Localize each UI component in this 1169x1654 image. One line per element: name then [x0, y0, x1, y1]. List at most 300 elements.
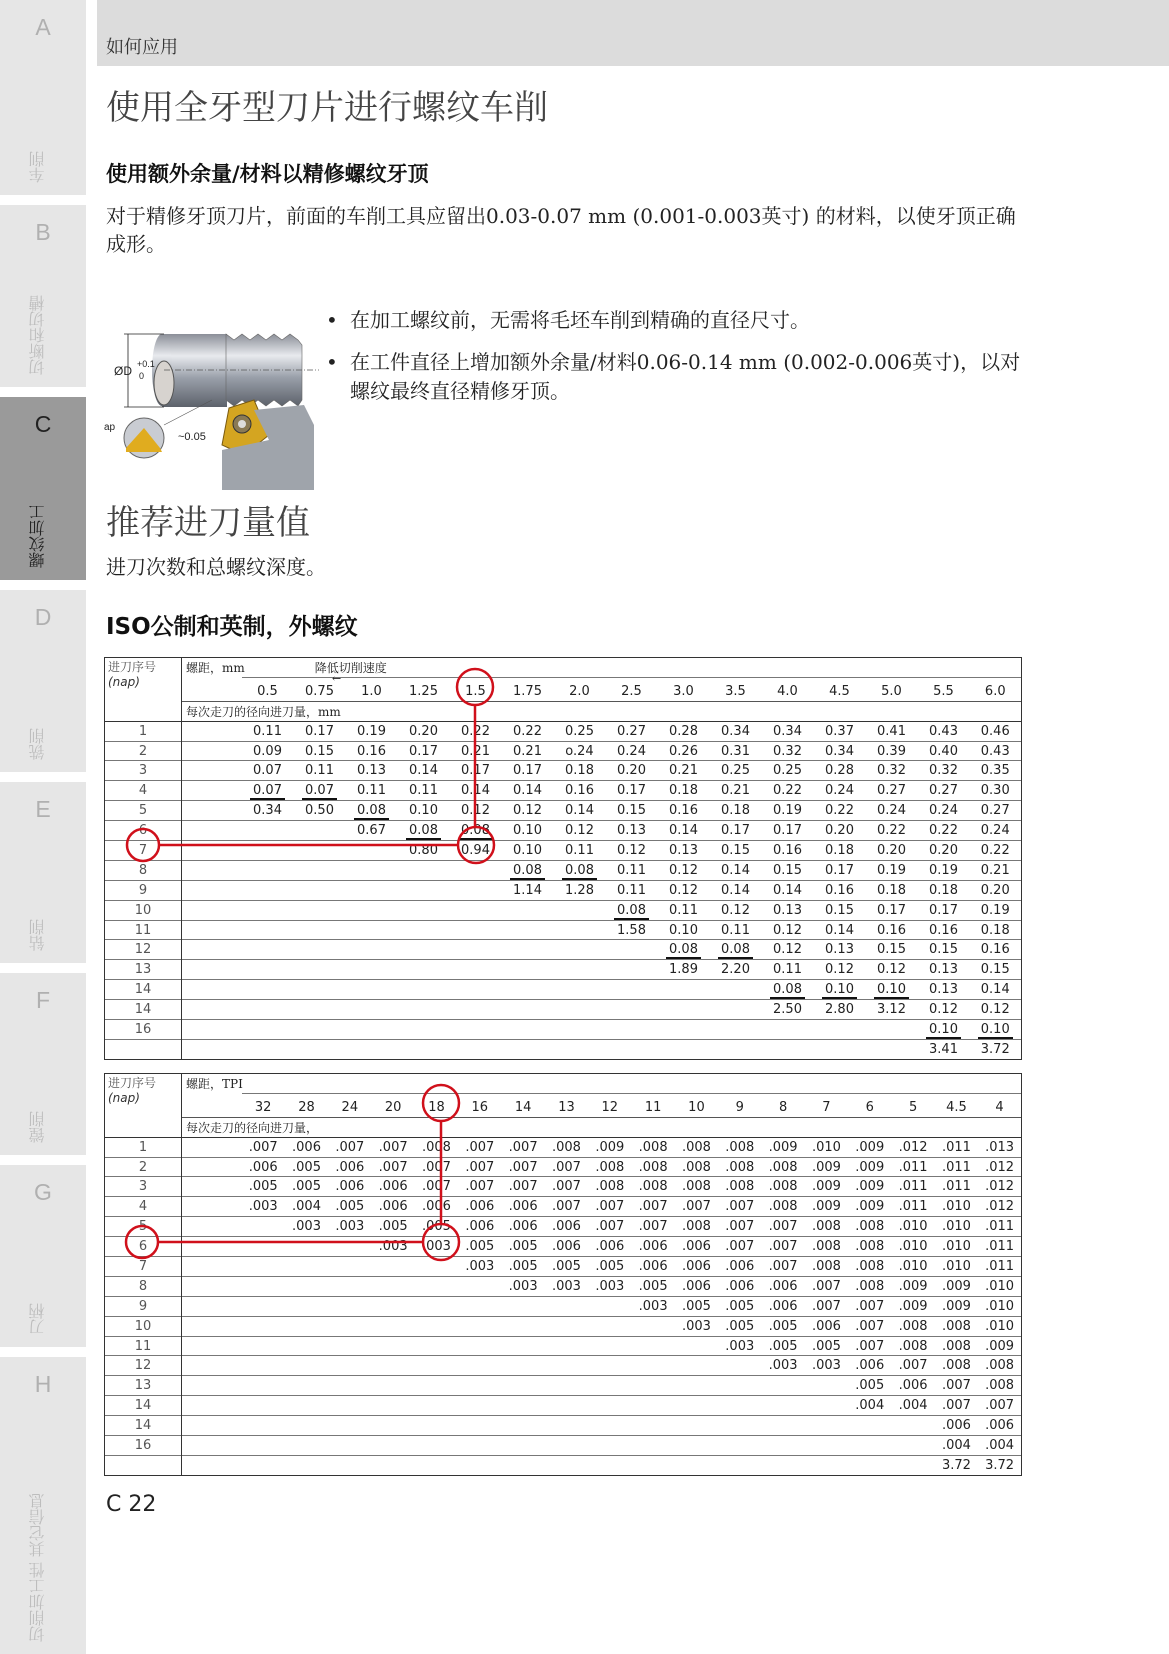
spacer-cell [182, 900, 242, 920]
feed-value-cell [718, 1197, 761, 1217]
feed-value-cell [658, 900, 710, 920]
sidebar-section-f[interactable] [0, 973, 86, 1155]
feed-value: .009 [811, 1159, 841, 1175]
sidebar-section-d[interactable] [0, 590, 86, 772]
feed-value-cell [554, 920, 606, 940]
pass-number: 6 [105, 821, 182, 841]
feed-value: .007 [725, 1219, 755, 1235]
feed-value: 2.50 [773, 1002, 802, 1018]
feed-value-cell [658, 1039, 710, 1059]
feed-value: 0.18 [721, 803, 750, 819]
feed-value-cell [328, 1396, 371, 1416]
feed-value: 0.24 [929, 803, 958, 819]
feed-value: 0.14 [721, 882, 750, 898]
feed-value-cell [866, 1039, 918, 1059]
pass-number: 7 [105, 1257, 182, 1277]
sidebar-letter: F [35, 987, 51, 1013]
pass-number: 3 [105, 761, 182, 781]
feed-value: .009 [941, 1298, 971, 1314]
feed-value-cell [415, 1356, 458, 1376]
pass-number: 8 [105, 1276, 182, 1296]
pitch-header-1.25: 1.25 [398, 677, 450, 701]
table-row [105, 1316, 1022, 1336]
feed-value-cell [918, 860, 970, 880]
feed-value: .011 [985, 1239, 1015, 1255]
pitch-header-32: 32 [242, 1093, 285, 1117]
feed-value-cell [450, 841, 502, 861]
feed-value-cell [631, 1137, 674, 1157]
feed-value: .011 [941, 1179, 971, 1195]
pitch-header-10: 10 [675, 1093, 718, 1117]
feed-value: 0.14 [409, 763, 438, 779]
page-title: 使用全牙型刀片进行螺纹车削 [106, 88, 548, 128]
feed-value-cell [502, 841, 554, 861]
feed-value-cell [891, 1356, 934, 1376]
feed-value: 2.20 [721, 962, 750, 978]
feed-value-cell [450, 880, 502, 900]
feed-value: 0.08 [510, 863, 545, 880]
sidebar-letter: B [35, 219, 51, 245]
feed-value-cell [371, 1416, 414, 1436]
feed-value-cell [371, 1276, 414, 1296]
feed-value-cell [458, 1197, 501, 1217]
feed-value: .007 [768, 1258, 798, 1274]
feed-value-cell [814, 801, 866, 821]
feed-value-cell [762, 940, 814, 960]
feed-value-cell [242, 1416, 285, 1436]
feed-value: .005 [422, 1219, 451, 1235]
feed-value: .008 [768, 1179, 798, 1195]
feed-value: 0.43 [980, 743, 1010, 759]
table-row [105, 1237, 1022, 1257]
pass-number: 5 [105, 1217, 182, 1237]
feed-value-cell [710, 761, 762, 781]
feed-value-cell [675, 1356, 718, 1376]
pass-number: 14 [105, 980, 182, 1000]
feed-value-cell [294, 821, 346, 841]
feed-value: 0.08 [666, 942, 701, 959]
feed-value-cell [761, 1436, 804, 1456]
feed-value-cell [588, 1137, 631, 1157]
feed-value-cell [866, 1000, 918, 1020]
feed-value-cell [631, 1396, 674, 1416]
feed-value: .007 [855, 1298, 885, 1314]
feed-value-cell [658, 841, 710, 861]
feed-value: 0.12 [721, 902, 750, 918]
feed-value-cell [761, 1416, 804, 1436]
feed-value: 0.14 [825, 922, 854, 938]
sidebar-section-a[interactable] [0, 0, 86, 195]
feed-value: 1.58 [617, 922, 646, 938]
feed-value-cell [762, 1039, 814, 1059]
feed-value-cell [935, 1376, 978, 1396]
feed-value: 0.39 [877, 743, 906, 759]
pass-number: 2 [105, 741, 182, 761]
feed-value-cell [398, 1039, 450, 1059]
feed-value: .005 [508, 1258, 538, 1274]
feed-value-cell [242, 1316, 285, 1336]
feed-value-cell [588, 1157, 631, 1177]
feed-value-cell [658, 741, 710, 761]
feed-value-cell [502, 741, 554, 761]
feed-value: 0.17 [825, 862, 854, 878]
feed-value-cell [242, 1137, 285, 1157]
spacer-cell [182, 1336, 242, 1356]
table-row [105, 761, 1022, 781]
feed-value-cell [554, 880, 606, 900]
feed-value-cell [545, 1276, 588, 1296]
feed-value: 0.11 [565, 842, 594, 858]
pitch-header-13: 13 [545, 1093, 588, 1117]
feed-value: 0.27 [877, 783, 906, 799]
feed-value-cell [918, 900, 970, 920]
feed-value: .005 [768, 1338, 798, 1354]
feed-value-cell [718, 1455, 761, 1475]
nap-header-cell [105, 1074, 182, 1138]
spacer-cell [182, 1237, 242, 1257]
feed-value-cell [458, 1336, 501, 1356]
feed-value: .007 [422, 1179, 451, 1195]
sidebar-letter: C [34, 411, 52, 437]
feed-value: .010 [941, 1258, 971, 1274]
pitch-header-5.5: 5.5 [918, 677, 970, 701]
pass-number: 13 [105, 960, 182, 980]
feed-value-cell [294, 1020, 346, 1040]
feed-value-cell [891, 1276, 934, 1296]
feed-value: 0.18 [825, 842, 854, 858]
feed-value-cell [606, 900, 658, 920]
sidebar-label: 螺纹加工 [28, 504, 47, 568]
feed-value: .013 [985, 1139, 1015, 1155]
feed-value-cell [814, 980, 866, 1000]
feed-value-cell [415, 1416, 458, 1436]
feed-value-cell [848, 1316, 891, 1336]
feed-value: .006 [465, 1199, 495, 1215]
feed-value-cell [761, 1356, 804, 1376]
feed-value-cell [675, 1455, 718, 1475]
feed-value-cell [761, 1137, 804, 1157]
feed-value-cell [814, 821, 866, 841]
feed-value: 0.28 [825, 763, 854, 779]
feed-value-cell [918, 841, 970, 861]
feed-value-cell [501, 1396, 544, 1416]
feed-value-cell [658, 1020, 710, 1040]
feed-value: 2.80 [825, 1002, 854, 1018]
feed-value-cell [935, 1396, 978, 1416]
feed-value-cell [458, 1376, 501, 1396]
sidebar-section-c[interactable] [0, 397, 86, 580]
feed-value-cell [328, 1436, 371, 1456]
feed-value-cell [242, 920, 294, 940]
feed-value-cell [398, 860, 450, 880]
pass-number: 2 [105, 1157, 182, 1177]
feed-value-cell [718, 1336, 761, 1356]
feed-value-cell [554, 860, 606, 880]
spacer-cell [182, 1436, 242, 1456]
feed-value-cell [970, 781, 1022, 801]
feed-value-cell [328, 1316, 371, 1336]
feed-value-cell [346, 781, 398, 801]
feed-value-cell [242, 801, 294, 821]
feed-value-cell [398, 781, 450, 801]
pitch-header-6: 6 [848, 1093, 891, 1117]
feed-value-cell [346, 761, 398, 781]
feed-value-cell [718, 1137, 761, 1157]
spacer-cell [182, 801, 242, 821]
feed-value: 3.12 [877, 1002, 906, 1018]
feed-value-cell [631, 1356, 674, 1376]
feed-value: 0.10 [513, 842, 542, 858]
feed-value-cell [371, 1356, 414, 1376]
feed-value: .005 [768, 1318, 798, 1334]
feed-value-cell [502, 1020, 554, 1040]
feed-value: 0.20 [617, 763, 646, 779]
feed-value-cell [761, 1237, 804, 1257]
feed-value-cell [848, 1137, 891, 1157]
feed-value-cell [970, 860, 1022, 880]
feed-value: 0.32 [929, 763, 958, 779]
feed-value: 0.50 [305, 803, 334, 819]
pass-number: 16 [105, 1020, 182, 1040]
spacer-cell [182, 677, 242, 701]
feed-value: .006 [681, 1278, 711, 1294]
feed-value-cell [710, 841, 762, 861]
feed-value-cell [675, 1177, 718, 1197]
feed-value: 0.22 [929, 823, 958, 839]
sidebar-label: 车削 [28, 151, 47, 183]
feed-value: 0.08 [718, 942, 753, 959]
feed-value: .010 [941, 1199, 971, 1215]
sidebar-section-h[interactable] [0, 1357, 86, 1654]
feed-value: .008 [725, 1159, 755, 1175]
feed-value-cell [891, 1455, 934, 1475]
spacer-cell [182, 1177, 242, 1197]
feed-value-cell [242, 1020, 294, 1040]
feed-value-cell [458, 1436, 501, 1456]
feed-value: .003 [465, 1258, 495, 1274]
feed-value: .008 [681, 1179, 711, 1195]
feed-value-cell [762, 920, 814, 940]
feed-value-cell [285, 1416, 328, 1436]
feed-value: 0.11 [253, 723, 282, 739]
feed-value-cell [545, 1237, 588, 1257]
feed-value-cell [658, 960, 710, 980]
sidebar-label: 镗削 [28, 1111, 47, 1143]
feed-value-cell [294, 960, 346, 980]
feed-value: .010 [898, 1258, 928, 1274]
feed-value: .009 [898, 1278, 928, 1294]
feed-value: .009 [595, 1139, 625, 1155]
feed-value-cell [866, 841, 918, 861]
feed-value: .005 [465, 1239, 495, 1255]
feed-value-cell [675, 1376, 718, 1396]
feed-value: .007 [595, 1219, 625, 1235]
feed-value-cell [285, 1137, 328, 1157]
feed-value-cell [450, 940, 502, 960]
pitch-header-16: 16 [458, 1093, 501, 1117]
feed-value: .008 [898, 1338, 928, 1354]
feed-value-cell [415, 1316, 458, 1336]
feed-value-cell [242, 1356, 285, 1376]
feed-value: 0.34 [773, 723, 802, 739]
feed-value: 0.16 [357, 743, 386, 759]
feed-value: 0.40 [929, 743, 958, 759]
feed-value-cell [242, 1455, 285, 1475]
feed-value-cell [866, 821, 918, 841]
sidebar-letter: A [35, 14, 51, 40]
feed-value-cell [658, 860, 710, 880]
feed-value-cell [658, 761, 710, 781]
feed-value: .007 [941, 1398, 971, 1414]
feed-value-cell [718, 1376, 761, 1396]
feed-value-cell [545, 1455, 588, 1475]
feed-value-cell [718, 1416, 761, 1436]
feed-value-cell [242, 1197, 285, 1217]
feed-value: 0.21 [461, 743, 490, 759]
pass-number: 3 [105, 1177, 182, 1197]
feed-value-cell [458, 1416, 501, 1436]
feed-value-cell [371, 1177, 414, 1197]
spacer-cell [182, 1039, 242, 1059]
feed-value-cell [398, 1000, 450, 1020]
spacer-cell [182, 1356, 242, 1376]
feed-value-cell [814, 920, 866, 940]
sidebar-section-g[interactable] [0, 1165, 86, 1347]
feed-value: .009 [855, 1199, 885, 1215]
feed-value-cell [761, 1177, 804, 1197]
feed-value-cell [848, 1197, 891, 1217]
spacer-cell [182, 1093, 242, 1117]
pitch-header-5.0: 5.0 [866, 677, 918, 701]
pitch-header-3.0: 3.0 [658, 677, 710, 701]
feed-value-cell [761, 1336, 804, 1356]
feed-value: 0.21 [513, 743, 542, 759]
feed-value: .012 [985, 1199, 1015, 1215]
feed-value: .011 [941, 1159, 971, 1175]
feed-value-cell [631, 1217, 674, 1237]
feed-value-cell [588, 1396, 631, 1416]
spacer-cell [182, 1316, 242, 1336]
feed-value: .010 [985, 1318, 1015, 1334]
spacer-cell [182, 1396, 242, 1416]
feed-value-cell [978, 1436, 1021, 1456]
feed-value: .009 [985, 1338, 1015, 1354]
pass-number: 11 [105, 1336, 182, 1356]
spacer-cell [182, 1137, 242, 1157]
feed-value: 0.35 [980, 763, 1010, 779]
feed-value-cell [631, 1416, 674, 1436]
feed-value: .008 [638, 1159, 668, 1175]
subheading: 使用额外余量/材料以精修螺纹牙顶 [106, 162, 429, 186]
feed-value-cell [848, 1237, 891, 1257]
threading-diagram [104, 300, 319, 490]
feed-value: 0.14 [773, 882, 802, 898]
feed-value-cell [346, 721, 398, 741]
feed-value-cell [294, 880, 346, 900]
feed-value-cell [450, 900, 502, 920]
feed-value: .008 [985, 1358, 1015, 1374]
feed-value: 0.12 [929, 1002, 958, 1018]
feed-value-cell [918, 1000, 970, 1020]
pass-number: 11 [105, 920, 182, 940]
feed-value-cell [285, 1157, 328, 1177]
feed-value: .007 [551, 1159, 581, 1175]
pitch-header-1.5: 1.5 [450, 677, 502, 701]
feed-value-cell [805, 1217, 848, 1237]
pass-number: 4 [105, 781, 182, 801]
table-row [105, 1217, 1022, 1237]
feed-value-cell [501, 1157, 544, 1177]
sidebar-section-b[interactable] [0, 205, 86, 387]
section-label: 如何应用 [106, 37, 178, 58]
pass-number: 6 [105, 1237, 182, 1257]
feed-value-cell [935, 1276, 978, 1296]
feed-value-cell [761, 1396, 804, 1416]
feed-value: .008 [768, 1159, 798, 1175]
feed-value: 0.34 [721, 723, 750, 739]
metric-feed-table [104, 657, 1022, 1060]
feed-value-cell [458, 1455, 501, 1475]
feed-value-cell [328, 1137, 371, 1157]
feed-value-cell [242, 1257, 285, 1277]
feed-value: 0.20 [929, 842, 958, 858]
feed-value-cell [935, 1416, 978, 1436]
feed-value: 0.11 [357, 783, 386, 799]
feed-value-cell [918, 781, 970, 801]
sidebar-label: 刀柄 [28, 1303, 47, 1335]
feed-value-cell [285, 1316, 328, 1336]
feed-value-cell [761, 1455, 804, 1475]
feed-value-cell [935, 1197, 978, 1217]
table-row [105, 1177, 1022, 1197]
feed-value-cell [814, 841, 866, 861]
feed-value-cell [606, 841, 658, 861]
feed-value-cell [458, 1217, 501, 1237]
feed-value-cell [554, 741, 606, 761]
pitch-label-cell [182, 658, 1022, 685]
feed-value: .007 [465, 1139, 495, 1155]
feed-value-cell [762, 781, 814, 801]
feed-value-cell [398, 761, 450, 781]
feed-value: 0.20 [409, 723, 438, 739]
feed-value-cell [606, 980, 658, 1000]
table-row [105, 1257, 1022, 1277]
feed-value: .005 [292, 1179, 321, 1195]
sidebar-section-e[interactable] [0, 782, 86, 963]
spacer-cell [182, 880, 242, 900]
feed-value-cell [761, 1316, 804, 1336]
feed-value-cell [285, 1217, 328, 1237]
feed-value: .006 [378, 1199, 408, 1215]
feed-value-cell [891, 1137, 934, 1157]
feed-value-cell [398, 801, 450, 821]
feed-value-cell [970, 1020, 1022, 1040]
feed-value: .009 [811, 1179, 841, 1195]
feed-value-cell [814, 781, 866, 801]
feed-value-cell [631, 1276, 674, 1296]
feed-value: .006 [248, 1159, 278, 1175]
feed-value-cell [848, 1436, 891, 1456]
feed-value: .003 [725, 1338, 755, 1354]
feed-value-cell [458, 1276, 501, 1296]
feed-value-cell [848, 1157, 891, 1177]
feed-value: 0.08 [406, 823, 441, 840]
feed-value-cell [398, 980, 450, 1000]
feed-value: .006 [378, 1179, 408, 1195]
feed-value-cell [935, 1237, 978, 1257]
feed-value: 0.14 [513, 783, 542, 799]
feed-value-cell [450, 821, 502, 841]
